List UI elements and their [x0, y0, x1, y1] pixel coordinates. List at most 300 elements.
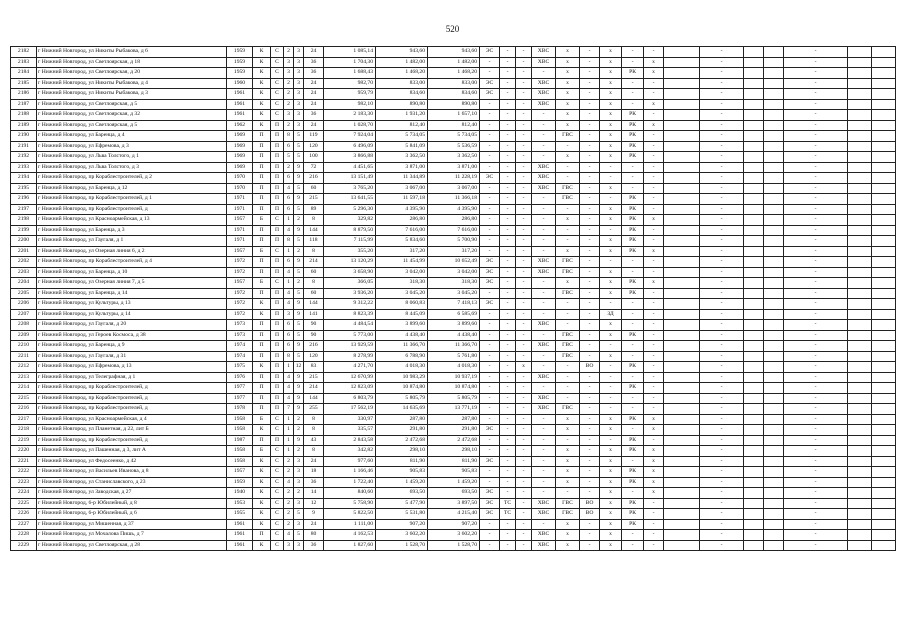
table-cell: 120 [304, 141, 324, 152]
table-cell: 3 [294, 68, 304, 79]
table-cell: 8 [284, 351, 294, 362]
table-cell: 3 [284, 57, 294, 68]
table-cell: х [600, 110, 622, 121]
table-cell [872, 89, 896, 100]
table-cell: - [644, 519, 664, 530]
table-cell: - [784, 225, 848, 236]
table-cell: 7 616,00 [376, 225, 428, 236]
table-cell: 5 805,79 [428, 393, 480, 404]
table-cell: - [622, 47, 644, 58]
table-cell [848, 404, 872, 415]
table-cell [664, 152, 700, 163]
table-cell: - [500, 299, 516, 310]
table-cell: 907,20 [376, 519, 428, 530]
table-cell: 10 937,19 [428, 372, 480, 383]
table-cell [664, 267, 700, 278]
row-number-cell: 2196 [11, 194, 37, 205]
table-cell: - [700, 141, 744, 152]
table-cell: 11 366,18 [428, 194, 480, 205]
table-cell: 5 536,59 [428, 141, 480, 152]
table-cell: - [516, 330, 532, 341]
table-cell: - [500, 393, 516, 404]
table-cell [848, 89, 872, 100]
table-cell: - [500, 246, 516, 257]
table-cell: П [271, 183, 284, 194]
table-cell: - [516, 446, 532, 457]
table-cell: П [253, 152, 271, 163]
table-cell: - [480, 152, 500, 163]
table-cell: - [600, 225, 622, 236]
table-cell: 982,10 [324, 99, 376, 110]
table-cell: П [253, 183, 271, 194]
table-cell: 291,80 [376, 425, 428, 436]
table-cell: х [600, 540, 622, 551]
table-cell [872, 446, 896, 457]
table-cell: С [271, 278, 284, 289]
table-cell: 2 843,58 [324, 435, 376, 446]
table-cell: - [580, 173, 600, 184]
table-cell: х [600, 204, 622, 215]
table-cell: - [532, 120, 556, 131]
table-cell: 1961 [227, 530, 253, 541]
table-cell: - [700, 425, 744, 436]
table-cell [764, 383, 784, 394]
table-cell: х [556, 89, 580, 100]
table-cell: 1972 [227, 288, 253, 299]
table-cell: - [500, 362, 516, 373]
table-cell: - [532, 131, 556, 142]
table-cell: 216 [304, 173, 324, 184]
table-row [11, 393, 896, 404]
table-cell [664, 372, 700, 383]
table-cell [664, 467, 700, 478]
table-cell: - [500, 194, 516, 205]
table-cell [872, 78, 896, 89]
table-cell [664, 351, 700, 362]
table-cell: - [784, 362, 848, 373]
table-cell: 13 120,29 [324, 257, 376, 268]
table-cell: ГВС [556, 131, 580, 142]
table-cell: х [556, 425, 580, 436]
table-cell: х [600, 246, 622, 257]
table-cell [664, 215, 700, 226]
table-cell [764, 488, 784, 499]
table-cell: - [516, 225, 532, 236]
table-cell: 214 [304, 383, 324, 394]
table-cell: П [271, 362, 284, 373]
table-cell: 13 771,19 [428, 404, 480, 415]
table-cell: К [253, 68, 271, 79]
table-cell [744, 152, 764, 163]
table-cell [664, 530, 700, 541]
table-cell: 5 805,79 [376, 393, 428, 404]
table-cell [744, 267, 764, 278]
table-cell [664, 99, 700, 110]
table-cell: С [271, 540, 284, 551]
table-cell: РК [622, 68, 644, 79]
row-number-cell: 2182 [11, 47, 37, 58]
table-cell: - [700, 204, 744, 215]
address-cell: г Нижний Новгород, ул Телеграфная, д 1 [37, 372, 227, 383]
table-cell: - [600, 362, 622, 373]
table-cell: х [600, 351, 622, 362]
table-cell: - [480, 414, 500, 425]
table-cell: 977,60 [324, 456, 376, 467]
table-cell: 9 [294, 257, 304, 268]
address-cell: г Нижний Новгород, ул Баренца, д 9 [37, 341, 227, 352]
table-cell: - [516, 509, 532, 520]
table-cell [664, 383, 700, 394]
address-cell: г Нижний Новгород, пр Кораблестроителей, д [37, 435, 227, 446]
table-cell: К [253, 425, 271, 436]
table-cell [872, 246, 896, 257]
table-cell: - [644, 267, 664, 278]
table-cell [872, 120, 896, 131]
table-cell: 8 823,39 [324, 309, 376, 320]
table-cell: - [622, 341, 644, 352]
table-cell: 9 [294, 225, 304, 236]
table-cell: 5 477,90 [376, 498, 428, 509]
row-number-cell: 2211 [11, 351, 37, 362]
table-cell: - [700, 299, 744, 310]
row-number-cell: 2212 [11, 362, 37, 373]
row-number-cell: 2186 [11, 89, 37, 100]
table-cell: 7 418,13 [428, 299, 480, 310]
row-number-cell: 2204 [11, 278, 37, 289]
table-cell: 215 [304, 194, 324, 205]
row-number-cell: 2229 [11, 540, 37, 551]
table-cell: ГВС [556, 341, 580, 352]
table-cell: 1978 [227, 404, 253, 415]
table-cell: - [480, 215, 500, 226]
address-cell: г Нижний Новгород, ул Ефремова, д 13 [37, 362, 227, 373]
table-cell: 9 [294, 309, 304, 320]
table-cell: - [532, 351, 556, 362]
table-cell: х [600, 530, 622, 541]
table-cell: РК [622, 204, 644, 215]
table-cell: РК [622, 194, 644, 205]
table-cell: 8 445,09 [376, 309, 428, 320]
address-cell: г Нижний Новгород, ул Гаугаля, д 31 [37, 351, 227, 362]
row-number-cell: 2216 [11, 404, 37, 415]
table-cell: - [784, 141, 848, 152]
table-cell: х [644, 120, 664, 131]
table-cell: - [480, 57, 500, 68]
table-cell: 24 [304, 120, 324, 131]
table-cell [764, 215, 784, 226]
table-cell: РК [622, 215, 644, 226]
table-cell: - [480, 467, 500, 478]
table-cell: 1 459,20 [376, 477, 428, 488]
table-cell: 5 761,80 [428, 351, 480, 362]
table-cell [764, 120, 784, 131]
table-cell [764, 519, 784, 530]
table-cell: - [500, 351, 516, 362]
row-number-cell: 2203 [11, 267, 37, 278]
table-cell: К [253, 519, 271, 530]
table-cell: 317,20 [428, 246, 480, 257]
table-cell [664, 488, 700, 499]
table-cell [664, 68, 700, 79]
address-cell: г Нижний Новгород, пр Кораблестроителей, д 4 [37, 257, 227, 268]
table-cell: - [700, 383, 744, 394]
row-number-cell: 2184 [11, 68, 37, 79]
table-cell: П [253, 267, 271, 278]
table-cell [664, 110, 700, 121]
table-cell: - [500, 372, 516, 383]
table-cell: 982,70 [324, 78, 376, 89]
table-cell: 2 [284, 456, 294, 467]
table-cell: - [700, 47, 744, 58]
table-cell: 2 [284, 120, 294, 131]
table-cell: 1957 [227, 467, 253, 478]
table-cell: - [500, 309, 516, 320]
table-cell: 3 [294, 78, 304, 89]
table-cell: - [580, 467, 600, 478]
table-cell: 6 [284, 194, 294, 205]
table-cell: ЭС [480, 498, 500, 509]
table-cell: 1972 [227, 309, 253, 320]
table-row [11, 456, 896, 467]
table-cell: 2 183,30 [324, 110, 376, 121]
table-cell: х [556, 278, 580, 289]
table-cell: РК [622, 246, 644, 257]
table-cell: - [700, 173, 744, 184]
table-cell [872, 267, 896, 278]
table-cell: ХВС [532, 257, 556, 268]
table-cell: 5 [294, 236, 304, 247]
table-cell: 1961 [227, 89, 253, 100]
table-cell: - [622, 183, 644, 194]
table-cell: 5 773,00 [324, 330, 376, 341]
row-number-cell: 2183 [11, 57, 37, 68]
table-cell: П [271, 162, 284, 173]
table-cell: 14 [304, 488, 324, 499]
table-cell [744, 435, 764, 446]
table-cell: - [580, 204, 600, 215]
table-cell: 1 [284, 425, 294, 436]
table-cell: П [253, 320, 271, 331]
table-cell: 90 [304, 320, 324, 331]
address-cell: г Нижний Новгород, пр Кораблестроителей, д [37, 404, 227, 415]
table-cell: х [600, 288, 622, 299]
table-cell: - [644, 299, 664, 310]
table-cell: 2 [294, 446, 304, 457]
table-cell: - [532, 456, 556, 467]
table-cell [664, 414, 700, 425]
table-cell: 5 [294, 320, 304, 331]
table-cell [744, 47, 764, 58]
table-cell: - [644, 194, 664, 205]
table-cell [872, 225, 896, 236]
table-cell [764, 341, 784, 352]
table-cell: - [480, 183, 500, 194]
table-cell: - [600, 393, 622, 404]
table-cell: П [253, 141, 271, 152]
table-cell: 5 [294, 204, 304, 215]
table-cell: 3 936,20 [324, 288, 376, 299]
table-cell [872, 99, 896, 110]
table-cell: 1972 [227, 267, 253, 278]
table-cell: - [600, 173, 622, 184]
table-cell [764, 141, 784, 152]
table-cell: 890,80 [376, 99, 428, 110]
row-number-cell: 2210 [11, 341, 37, 352]
table-cell: К [253, 509, 271, 520]
row-number-cell: 2192 [11, 152, 37, 163]
table-cell: 144 [304, 299, 324, 310]
table-cell: - [480, 540, 500, 551]
table-cell: - [480, 351, 500, 362]
table-cell: - [784, 498, 848, 509]
table-cell [872, 414, 896, 425]
table-cell: 24 [304, 78, 324, 89]
table-cell [764, 467, 784, 478]
table-cell: - [580, 425, 600, 436]
table-cell: ЭС [480, 47, 500, 58]
table-cell: 1976 [227, 372, 253, 383]
table-cell: - [700, 456, 744, 467]
table-cell [764, 309, 784, 320]
table-cell: х [600, 330, 622, 341]
table-cell: х [600, 278, 622, 289]
address-cell: г Нижний Новгород, ул Никиты Рыбакова, д 6 [37, 47, 227, 58]
table-cell: - [580, 110, 600, 121]
table-cell: П [253, 194, 271, 205]
table-cell: х [644, 488, 664, 499]
table-cell: ЭС [480, 267, 500, 278]
table-cell: 11 344,89 [376, 173, 428, 184]
table-cell [744, 446, 764, 457]
table-cell [872, 183, 896, 194]
table-cell [848, 330, 872, 341]
table-cell: П [253, 404, 271, 415]
table-cell: - [516, 278, 532, 289]
table-cell: 4 [284, 393, 294, 404]
table-cell: - [580, 435, 600, 446]
address-cell: г Нижний Новгород, ул Мочалова Пишь, д 7 [37, 530, 227, 541]
table-cell: - [480, 383, 500, 394]
table-cell: 9 [294, 194, 304, 205]
table-cell: 3 042,00 [428, 267, 480, 278]
table-cell [848, 435, 872, 446]
table-cell: - [516, 141, 532, 152]
table-row [11, 120, 896, 131]
table-cell: 5 700,90 [428, 236, 480, 247]
table-cell: - [516, 341, 532, 352]
table-cell: 5 734,05 [428, 131, 480, 142]
table-cell: - [644, 131, 664, 142]
table-cell: - [500, 341, 516, 352]
table-cell: 693,50 [376, 488, 428, 499]
table-cell [848, 257, 872, 268]
table-cell: 2 [294, 278, 304, 289]
table-cell: - [644, 435, 664, 446]
address-cell: г Нижний Новгород, ул Васильев Иванова, д 8 [37, 467, 227, 478]
table-cell: П [271, 393, 284, 404]
address-cell: г Нижний Новгород, ул Светлоярская, д 18 [37, 57, 227, 68]
table-cell [664, 183, 700, 194]
table-cell: - [480, 435, 500, 446]
table-cell: - [516, 215, 532, 226]
table-cell: 9 [294, 383, 304, 394]
table-cell: - [580, 383, 600, 394]
table-cell: РК [622, 288, 644, 299]
address-cell: г Нижний Новгород, ул Льва Толстого, д 3 [37, 162, 227, 173]
table-cell: 1 111,00 [324, 519, 376, 530]
address-cell: г Нижний Новгород, ул Баренца, д 3 [37, 225, 227, 236]
table-cell: 9 [294, 173, 304, 184]
table-cell [848, 99, 872, 110]
table-row [11, 57, 896, 68]
table-cell: ХВС [532, 498, 556, 509]
table-cell: 5 [294, 141, 304, 152]
table-cell: - [532, 330, 556, 341]
table-cell: - [500, 173, 516, 184]
table-cell: 1 704,30 [324, 57, 376, 68]
table-cell: - [784, 351, 848, 362]
table-cell: - [500, 425, 516, 436]
table-cell: 2 [294, 425, 304, 436]
table-cell: - [556, 383, 580, 394]
table-row [11, 488, 896, 499]
table-row [11, 425, 896, 436]
table-cell: 43 [304, 435, 324, 446]
table-cell: ХВС [532, 393, 556, 404]
table-cell: - [480, 225, 500, 236]
table-cell [744, 330, 764, 341]
table-cell: К [253, 309, 271, 320]
table-cell: - [600, 404, 622, 415]
table-cell: - [516, 435, 532, 446]
table-cell: - [500, 236, 516, 247]
table-cell: 2 [284, 488, 294, 499]
table-cell: К [253, 488, 271, 499]
table-cell: - [600, 257, 622, 268]
table-row [11, 446, 896, 457]
table-cell [848, 131, 872, 142]
table-cell: - [532, 68, 556, 79]
table-cell: - [622, 99, 644, 110]
address-cell: г Нижний Новгород, ул Пашенная, д 3, лит А [37, 446, 227, 457]
table-cell [744, 99, 764, 110]
table-cell: - [784, 467, 848, 478]
table-cell: - [532, 477, 556, 488]
table-cell [664, 257, 700, 268]
table-cell: 286,80 [428, 215, 480, 226]
table-cell [872, 257, 896, 268]
table-cell: - [700, 236, 744, 247]
table-cell [872, 320, 896, 331]
table-cell: - [622, 320, 644, 331]
table-cell: 905,83 [428, 467, 480, 478]
table-cell: 13 641,55 [324, 194, 376, 205]
row-number-cell: 2190 [11, 131, 37, 142]
table-cell: 1987 [227, 435, 253, 446]
table-cell: 4 018,30 [428, 362, 480, 373]
table-cell: - [644, 173, 664, 184]
table-cell: 14 635,69 [376, 404, 428, 415]
table-cell [872, 362, 896, 373]
table-cell: К [253, 540, 271, 551]
table-cell: х [644, 278, 664, 289]
table-cell: 3 362,50 [376, 152, 428, 163]
address-cell: г Нижний Новгород, ул Светлоярская, д 28 [37, 540, 227, 551]
table-cell [744, 540, 764, 551]
table-cell: 4 018,30 [376, 362, 428, 373]
table-row [11, 309, 896, 320]
table-cell: - [580, 57, 600, 68]
